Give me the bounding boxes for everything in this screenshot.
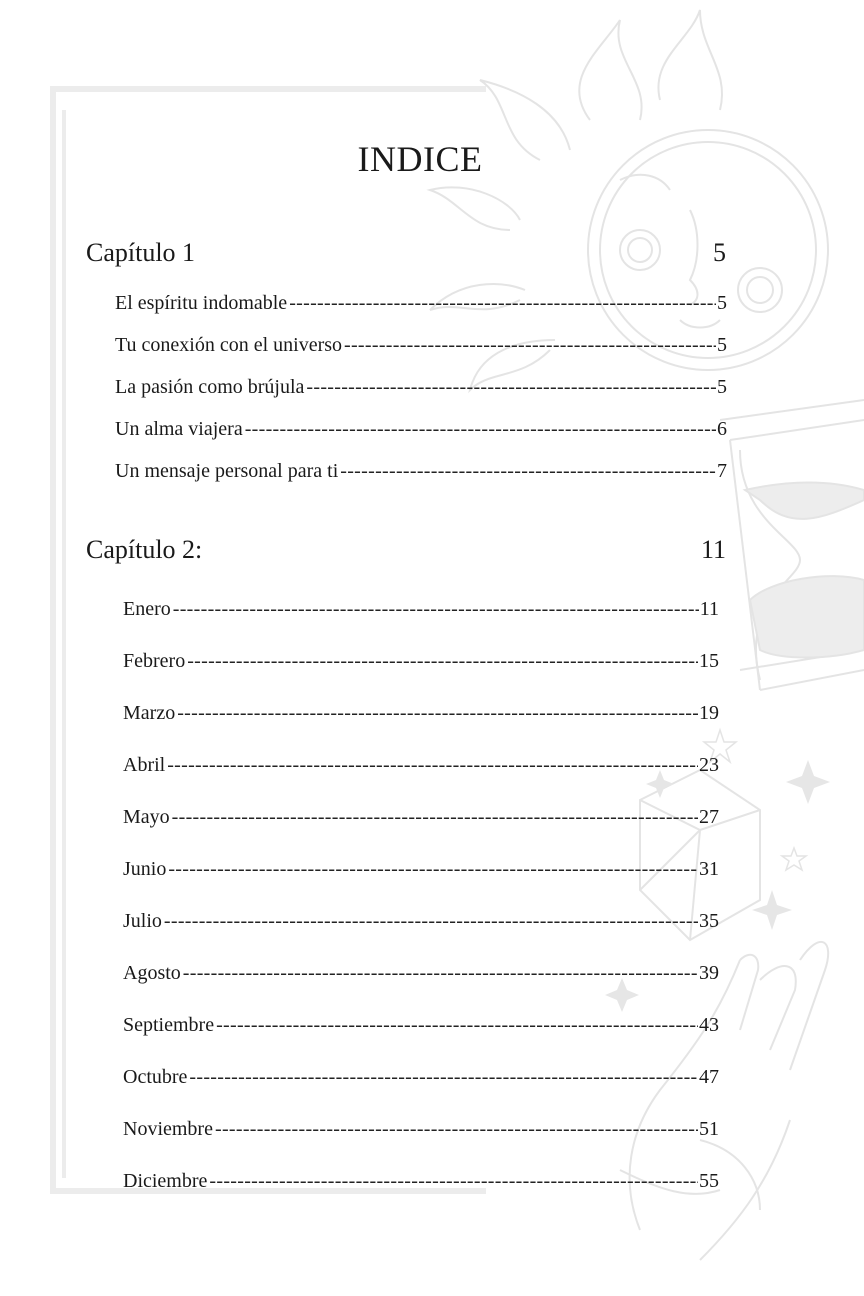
entry-label: Febrero (123, 650, 186, 672)
entry-label: Abril (123, 754, 166, 776)
entry-label: Diciembre (123, 1170, 208, 1192)
dot-leader (340, 460, 716, 483)
entry-page: 55 (699, 1170, 719, 1192)
page-title: INDICE (357, 139, 483, 179)
sun-face-icon (430, 10, 828, 390)
entry-label: Septiembre (123, 1014, 215, 1036)
toc-entry (123, 754, 719, 777)
toc-entry (123, 858, 719, 881)
chapter-1-heading (86, 238, 726, 268)
entry-label: Un alma viajera (115, 418, 243, 440)
entry-page: 27 (699, 806, 719, 828)
entry-label: Tu conexión con el universo (115, 334, 343, 356)
entry-page: 19 (699, 702, 719, 724)
entry-page: 5 (717, 376, 727, 398)
toc-entry (115, 376, 727, 399)
entry-page: 47 (699, 1066, 719, 1088)
toc-entry (123, 598, 719, 621)
toc-entry (123, 962, 719, 985)
entry-page: 7 (717, 460, 727, 482)
hand-icon (620, 942, 828, 1260)
hourglass-icon (720, 400, 864, 690)
entry-page: 5 (717, 292, 727, 314)
entry-label: Enero (123, 598, 171, 620)
dot-leader (215, 1118, 698, 1141)
toc-entry (115, 418, 727, 441)
dot-leader (187, 650, 698, 673)
chapter-2-heading (86, 535, 726, 565)
entry-label: Mayo (123, 806, 170, 828)
entry-page: 51 (699, 1118, 719, 1140)
entry-page: 31 (699, 858, 719, 880)
entry-label: Julio (123, 910, 162, 932)
chapter-label: Capítulo 1 (86, 238, 196, 267)
dot-leader (216, 1014, 698, 1037)
toc-entry (123, 650, 719, 673)
chapter-page: 11 (700, 535, 726, 564)
toc-entry (123, 910, 719, 933)
toc-entry (123, 806, 719, 829)
entry-label: Octubre (123, 1066, 188, 1088)
entry-page: 39 (699, 962, 719, 984)
dot-leader (167, 754, 698, 777)
entry-label: Noviembre (123, 1118, 213, 1140)
entry-label: Marzo (123, 702, 176, 724)
toc-entry (123, 1066, 719, 1089)
toc-entry (123, 1014, 719, 1037)
entry-page: 43 (699, 1014, 719, 1036)
dot-leader (306, 376, 716, 399)
page-frame-inner-line (62, 110, 66, 1178)
entry-page: 5 (717, 334, 727, 356)
dot-leader (289, 292, 716, 315)
dot-leader (245, 418, 716, 441)
entry-label: La pasión como brújula (115, 376, 305, 398)
entry-page: 35 (699, 910, 719, 932)
entry-label: El espíritu indomable (115, 292, 288, 314)
entry-label: Agosto (123, 962, 181, 984)
toc-entry (123, 1170, 719, 1193)
toc-entry (115, 460, 727, 483)
chapter-label: Capítulo 2: (86, 535, 203, 564)
dot-leader (168, 858, 698, 881)
chapter-page: 5 (713, 238, 726, 267)
entry-label: Junio (123, 858, 167, 880)
dot-leader (344, 334, 716, 357)
entry-page: 15 (699, 650, 719, 672)
dot-leader (172, 806, 698, 829)
dot-leader (183, 962, 698, 985)
dot-leader (177, 702, 698, 725)
dot-leader (209, 1170, 698, 1193)
toc-entry (115, 334, 727, 357)
entry-label: Un mensaje personal para ti (115, 460, 339, 482)
entry-page: 23 (699, 754, 719, 776)
entry-page: 11 (699, 598, 719, 620)
entry-page: 6 (717, 418, 727, 440)
toc-entry (115, 292, 727, 315)
toc-entry (123, 702, 719, 725)
dot-leader (189, 1066, 698, 1089)
toc-entry (123, 1118, 719, 1141)
dot-leader (164, 910, 698, 933)
dot-leader (173, 598, 699, 621)
